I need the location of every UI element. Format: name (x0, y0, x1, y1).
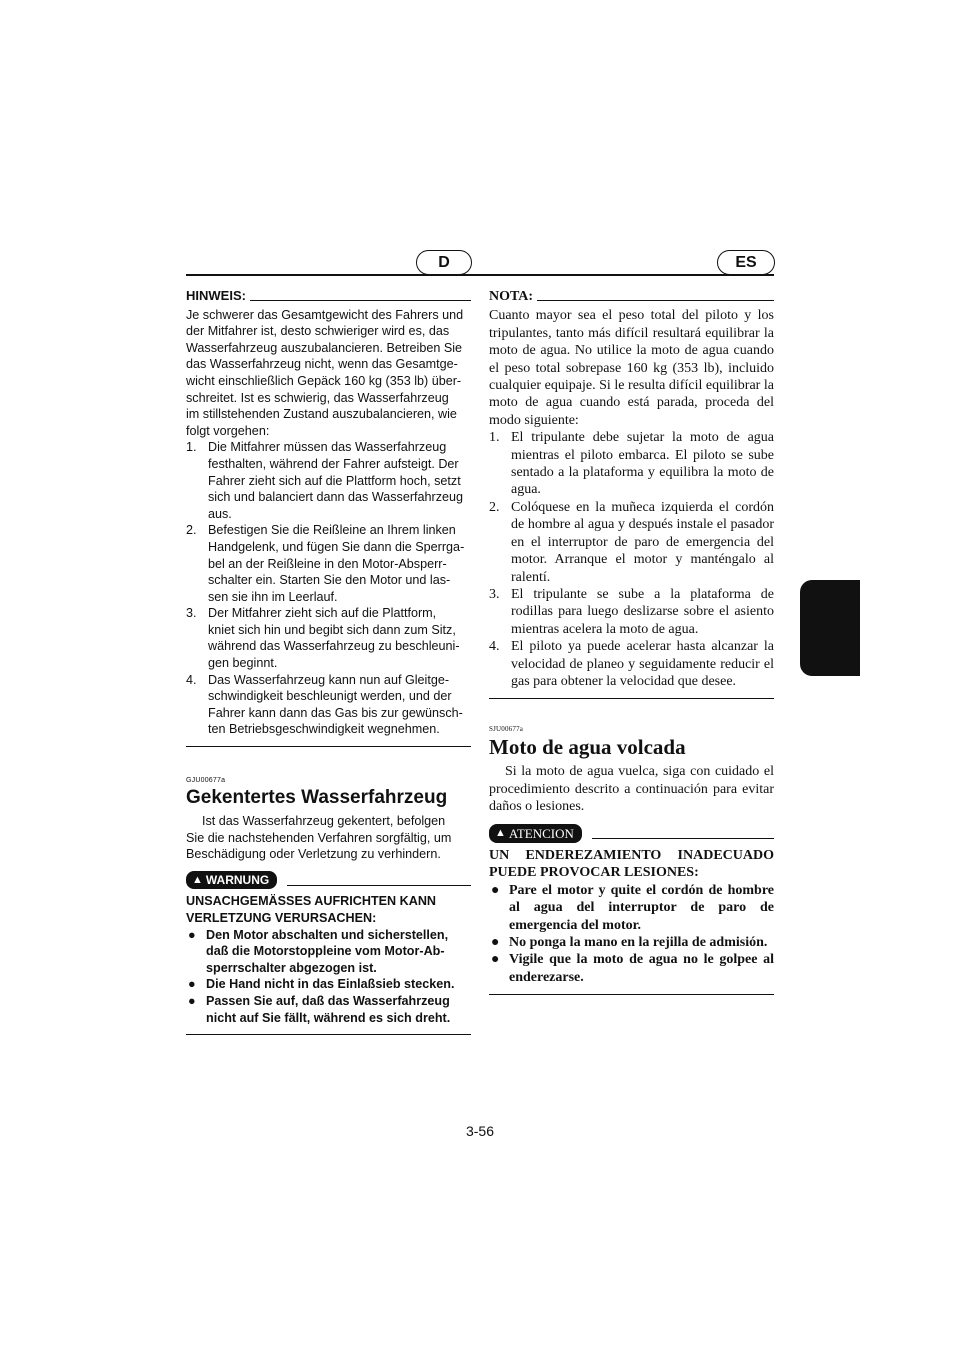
warning-end-rule (489, 994, 774, 995)
list-item (489, 882, 774, 934)
note-line: schreitet. Ist es schwierig, das Wasserfahrzeug (186, 390, 449, 405)
list-item (489, 951, 774, 986)
section-intro: Si la moto de agua vuelca, siga con cuidado el procedimiento descrito a continuación para evitar daños o lesiones. (489, 764, 774, 815)
warning-badge (489, 824, 582, 843)
bullet-line: sperrschalter abgezogen ist. (206, 960, 377, 975)
note-label: HINWEIS: (186, 288, 246, 303)
list-item (489, 499, 774, 586)
note-line: folgt vorgehen: (186, 423, 270, 438)
list-item (186, 439, 471, 522)
bullet-line: daß die Motorstoppleine vom Motor-Ab- (206, 944, 445, 959)
step-line: Fahrer kann dann das Gas bis zur gewünsch- (208, 705, 463, 720)
note-text (186, 307, 471, 440)
step-text: El tripulante se sube a la plataforma de rodillas para luego deslizarse sobre el asiento mientras acelera la moto de agua. (511, 586, 774, 637)
step-line: Der Mitfahrer zieht sich auf die Plattform, (208, 606, 437, 621)
step-line: festhalten, während der Fahrer aufsteigt. Der (208, 456, 459, 471)
note-header (489, 288, 774, 305)
warning-heading-line: VERLETZUNG VERURSACHEN: (186, 911, 377, 925)
list-item (186, 605, 471, 671)
list-item (186, 976, 471, 993)
note-line: der Mitfahrer ist, desto schwieriger wird es, das (186, 324, 450, 339)
step-text: El piloto ya puede acelerar hasta alcanzar la velocidad de planeo y seguidamente reducir el gas para obtener la velocidad que desee. (511, 639, 774, 689)
step-number: 2. (489, 499, 500, 515)
warning-triangle-icon: ▲ (192, 873, 203, 886)
warning-rule (592, 838, 774, 839)
step-list (186, 439, 471, 738)
step-line: Befestigen Sie die Reißleine an Ihrem linken (208, 523, 456, 538)
note-line: das Wasserfahrzeug nicht, wenn das Gesamtge- (186, 357, 458, 372)
bullet-text: No ponga la mano en la rejilla de admisión. (509, 935, 768, 950)
step-number: 4. (186, 672, 197, 687)
step-line: bel an der Reißleine in den Motor-Absperr- (208, 556, 447, 571)
warning-heading (186, 893, 471, 926)
list-item (186, 522, 471, 605)
note-rule (250, 300, 471, 301)
warning-triangle-icon: ▲ (495, 826, 506, 839)
step-line: Fahrer zieht sich auf die Plattform hoch, setzt (208, 473, 461, 488)
section-title: Moto de agua volcada (489, 735, 686, 760)
intro-line: Ist das Wasserfahrzeug gekentert, befolgen (202, 814, 446, 829)
step-line: Die Mitfahrer müssen das Wasserfahrzeug (208, 440, 447, 455)
intro-line: Beschädigung oder Verletzung zu verhindern. (186, 847, 441, 862)
note-header (186, 288, 471, 305)
step-line: schwindigkeit beschleunigt werden, und der (208, 689, 452, 704)
section-code: SJU00677a (489, 725, 524, 734)
section-intro (186, 813, 471, 863)
bullet-text: Vigile que la moto de agua no le golpee al enderezarse. (509, 952, 774, 985)
note-line: im stillstehenden Zustand auszubalancieren, wie (186, 407, 457, 422)
note-text: Cuanto mayor sea el peso total del piloto y los tripulantes, tanto más difícil resultará equilibrar la moto de agua. No utilice la moto de agua cuando el peso total sobrepase 160 kg (353 lb), incluido cualquier equipaje. Si le resulta difícil equilibrar la moto de agua cuando está parada, proceda del modo siguiente: (489, 308, 774, 428)
step-number: 3. (186, 606, 197, 621)
language-tag-german (416, 250, 472, 275)
step-line: gen beginnt. (208, 656, 278, 671)
bullet-line: nicht auf Sie fällt, während es sich dreht. (206, 1010, 451, 1025)
bullet-icon: ● (188, 993, 196, 1008)
note-line: wicht einschließlich Gepäck 160 kg (353 lb) über- (186, 373, 462, 388)
list-item (489, 638, 774, 690)
language-tag-spanish-text: ES (735, 253, 757, 271)
step-number: 3. (489, 586, 500, 602)
bullet-line: Passen Sie auf, daß das Wasserfahrzeug (206, 993, 450, 1008)
step-number: 2. (186, 523, 197, 538)
step-text: El tripulante debe sujetar la moto de agua mientras el piloto embarca. El piloto se sube sentado a la plataforma y equilibra la moto de agua. (511, 430, 774, 498)
warning-end-rule (186, 1034, 471, 1035)
bullet-line: Die Hand nicht in das Einlaßsieb stecken. (206, 977, 455, 992)
warning-list (186, 927, 471, 1027)
step-text: Colóquese en la muñeca izquierda el cordón de hombre al agua y después instale el pasador en el interruptor de paro de emergencia del motor. Arranque el motor y manténgalo al ralentí. (511, 499, 774, 585)
list-item (489, 586, 774, 638)
chapter-tab (800, 580, 860, 676)
list-item (186, 993, 471, 1026)
bullet-icon: ● (188, 927, 196, 942)
step-line: sich und balanciert dann das Wasserfahrzeug (208, 490, 464, 505)
warning-label: ATENCION (508, 825, 574, 841)
warning-rule (287, 885, 471, 886)
page-number: 3-56 (465, 1123, 495, 1139)
step-list (489, 429, 774, 690)
bullet-text: Pare el motor y quite el cordón de hombre al agua del interruptor de paro de emergencia del motor. (509, 882, 774, 933)
step-line: ten Betriebsgeschwindigkeit wegnehmen. (208, 722, 440, 737)
list-item (186, 927, 471, 977)
step-line: Handgelenk, und fügen Sie dann die Sperrga- (208, 539, 465, 554)
header-rule (186, 274, 774, 276)
bullet-icon: ● (491, 952, 500, 968)
bullet-icon: ● (188, 977, 196, 992)
list-item (489, 429, 774, 499)
warning-list (489, 882, 774, 986)
step-number: 1. (186, 440, 197, 455)
warning-header (489, 824, 774, 843)
list-item (489, 934, 774, 951)
step-number: 4. (489, 639, 500, 655)
bullet-icon: ● (491, 935, 500, 950)
language-tag-spanish (717, 250, 775, 275)
warning-badge (186, 871, 277, 890)
step-line: Das Wasserfahrzeug kann nun auf Gleitge- (208, 672, 450, 687)
section-title: Gekentertes Wasserfahrzeug (186, 787, 448, 809)
step-line: sen sie ihn im Leerlauf. (208, 589, 338, 604)
step-line: während das Wasserfahrzeug zu beschleuni- (208, 639, 460, 654)
german-column (186, 288, 471, 1035)
step-line: kniet sich hin und begibt sich dann zum Sitz, (208, 622, 456, 637)
warning-label: WARNUNG (205, 872, 270, 887)
warning-header (186, 871, 471, 890)
note-rule (537, 300, 774, 301)
section-code: GJU00677a (186, 777, 226, 785)
note-label: NOTA: (489, 289, 534, 304)
bullet-icon: ● (491, 882, 500, 898)
list-item (186, 672, 471, 738)
note-line: Je schwerer das Gesamtgewicht des Fahrers und (186, 307, 464, 322)
step-line: aus. (208, 506, 232, 521)
intro-line: Sie die nachstehenden Verfahren sorgfältig, um (186, 830, 452, 845)
note-line: Wasserfahrzeug auszubalancieren. Betreiben Sie (186, 340, 463, 355)
warning-heading: UN ENDEREZAMIENTO INADECUADO PUEDE PROVOCAR LESIONES: (489, 847, 774, 881)
bullet-line: Den Motor abschalten und sicherstellen, (206, 927, 449, 942)
warning-heading-line: UNSACHGEMÄSSES AUFRICHTEN KANN (186, 894, 437, 909)
spanish-column (489, 288, 774, 995)
step-number: 1. (489, 430, 500, 446)
language-tag-german-text: D (438, 253, 450, 271)
step-line: schalter ein. Starten Sie den Motor und las- (208, 573, 451, 588)
